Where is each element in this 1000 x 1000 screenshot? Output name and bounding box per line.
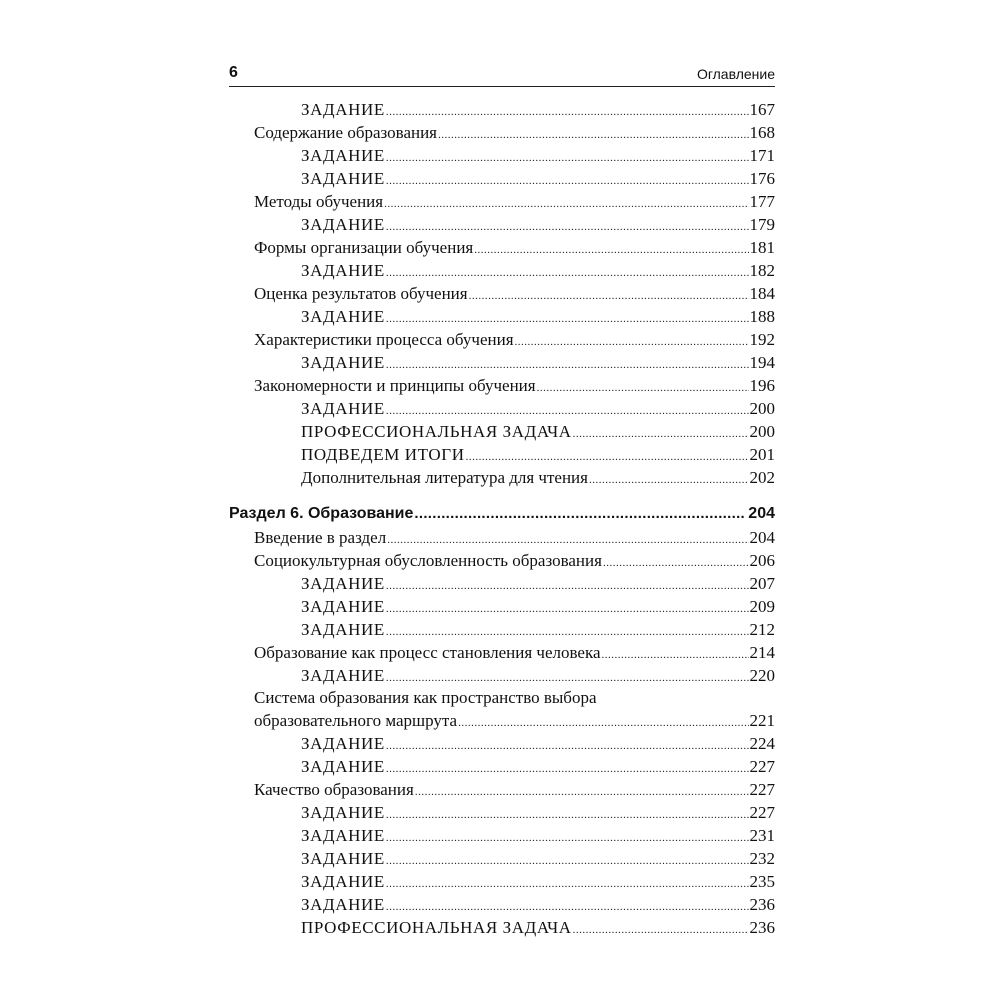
toc-page-number: 177 (749, 192, 775, 211)
toc-entry (229, 236, 775, 259)
toc-entry (229, 259, 775, 282)
toc-entry-title: Система образования как пространство выбора (254, 688, 597, 707)
toc-entry-title: ЗАДАНИЕ (301, 803, 385, 822)
toc-page-number: 167 (749, 100, 775, 119)
toc-entry-title: ЗАДАНИЕ (301, 399, 385, 418)
dot-leader (458, 712, 748, 735)
toc-page-number: 204 (749, 528, 775, 547)
toc-entry-title: Введение в раздел (254, 528, 387, 547)
toc-entry-title: ПРОФЕССИОНАЛЬНАЯ ЗАДАЧА (301, 422, 572, 441)
toc-entry-title: ЗАДАНИЕ (301, 574, 385, 593)
toc-page-number: 227 (749, 803, 775, 822)
toc-page-number: 184 (749, 284, 775, 303)
toc-page-number: 224 (749, 734, 775, 753)
toc-entry-title: Дополнительная литература для чтения (301, 468, 588, 487)
toc-entry (229, 664, 775, 687)
toc-entry-title: ЗАДАНИЕ (301, 734, 385, 753)
toc-entry (229, 687, 775, 709)
toc-entry-title: Формы организации обучения (254, 238, 474, 257)
toc-page-number: 171 (749, 146, 775, 165)
dot-leader (573, 919, 749, 942)
toc-page-number: 188 (749, 307, 775, 326)
dot-leader (386, 101, 749, 124)
toc-entry-continuation (229, 709, 775, 732)
toc-entry (229, 847, 775, 870)
toc-entry (229, 305, 775, 328)
table-of-contents (229, 98, 775, 939)
toc-entry-title: Характеристики процесса обучения (254, 330, 514, 349)
toc-entry-title: ЗАДАНИЕ (301, 261, 385, 280)
dot-leader (469, 285, 749, 308)
toc-entry-title: ЗАДАНИЕ (301, 666, 385, 685)
running-header (229, 62, 775, 87)
toc-section-heading (229, 501, 775, 526)
toc-entry (229, 466, 775, 489)
toc-entry (229, 572, 775, 595)
toc-entry (229, 374, 775, 397)
toc-entry-title: Закономерности и принципы обучения (254, 376, 536, 395)
toc-entry (229, 526, 775, 549)
toc-entry (229, 618, 775, 641)
dot-leader (386, 147, 749, 170)
toc-entry-title: Раздел 6. Образование (229, 505, 414, 522)
dot-leader (386, 170, 749, 193)
toc-entry (229, 328, 775, 351)
toc-page-number: 176 (749, 169, 775, 188)
dot-leader (386, 735, 749, 758)
dot-leader (386, 598, 749, 621)
toc-entry (229, 755, 775, 778)
toc-entry (229, 121, 775, 144)
toc-page-number: 194 (749, 353, 775, 372)
book-page (229, 0, 775, 1000)
toc-entry-title: ЗАДАНИЕ (301, 620, 385, 639)
dot-leader (386, 575, 749, 598)
toc-entry-title: ЗАДАНИЕ (301, 849, 385, 868)
dot-leader (474, 239, 748, 262)
toc-entry-title: Качество образования (254, 780, 414, 799)
toc-page-number: 231 (749, 826, 775, 845)
toc-entry-title: ЗАДАНИЕ (301, 353, 385, 372)
toc-entry (229, 641, 775, 664)
toc-entry (229, 870, 775, 893)
toc-entry-title: ЗАДАНИЕ (301, 307, 385, 326)
toc-page-number: 221 (749, 711, 775, 730)
toc-entry-title: ЗАДАНИЕ (301, 872, 385, 891)
toc-page-number: 232 (749, 849, 775, 868)
toc-page-number: 168 (749, 123, 775, 142)
toc-entry (229, 144, 775, 167)
toc-page-number: 227 (749, 780, 775, 799)
dot-leader (589, 469, 749, 492)
toc-entry (229, 443, 775, 466)
toc-entry-title: ЗАДАНИЕ (301, 100, 385, 119)
toc-entry-title: ЗАДАНИЕ (301, 895, 385, 914)
toc-entry (229, 282, 775, 305)
dot-leader (537, 377, 749, 400)
toc-entry-title: ПОДВЕДЕМ ИТОГИ (301, 445, 465, 464)
toc-entry-title: Содержание образования (254, 123, 437, 142)
toc-entry-title: ЗАДАНИЕ (301, 215, 385, 234)
toc-page-number: 200 (749, 399, 775, 418)
toc-page-number: 204 (748, 505, 775, 522)
toc-page-number: 236 (749, 895, 775, 914)
toc-entry (229, 893, 775, 916)
dot-leader (386, 758, 749, 781)
toc-entry (229, 351, 775, 374)
dot-leader (515, 331, 749, 354)
toc-entry (229, 190, 775, 213)
toc-page-number: 235 (749, 872, 775, 891)
toc-entry (229, 801, 775, 824)
dot-leader (386, 827, 749, 850)
toc-entry-title: ЗАДАНИЕ (301, 146, 385, 165)
dot-leader (386, 804, 749, 827)
toc-entry-title: Образование как процесс становления человека (254, 643, 601, 662)
toc-entry-title: ЗАДАНИЕ (301, 757, 385, 776)
dot-leader (603, 552, 749, 575)
dot-leader (386, 873, 749, 896)
toc-page-number: 196 (749, 376, 775, 395)
toc-page-number: 192 (749, 330, 775, 349)
toc-entry (229, 595, 775, 618)
dot-leader (386, 850, 749, 873)
toc-page-number: 214 (749, 643, 775, 662)
dot-leader (415, 781, 749, 804)
toc-page-number: 200 (749, 422, 775, 441)
toc-page-number: 227 (749, 757, 775, 776)
toc-entry-title: Методы обучения (254, 192, 384, 211)
toc-entry (229, 916, 775, 939)
dot-leader (414, 501, 745, 526)
toc-entry (229, 549, 775, 572)
toc-page-number: 202 (749, 468, 775, 487)
toc-entry (229, 778, 775, 801)
running-title: Оглавление (696, 66, 775, 82)
toc-page-number: 236 (749, 918, 775, 937)
toc-entry-title: ЗАДАНИЕ (301, 826, 385, 845)
toc-entry-title: ЗАДАНИЕ (301, 169, 385, 188)
dot-leader (573, 423, 749, 446)
toc-entry-title: образовательного маршрута (254, 711, 458, 730)
toc-page-number: 212 (749, 620, 775, 639)
toc-page-number: 201 (749, 445, 775, 464)
toc-entry (229, 98, 775, 121)
toc-entry-title: Оценка результатов обучения (254, 284, 468, 303)
dot-leader (438, 124, 749, 147)
toc-page-number: 181 (749, 238, 775, 257)
toc-entry (229, 397, 775, 420)
toc-page-number: 182 (749, 261, 775, 280)
dot-leader (384, 193, 748, 216)
toc-entry (229, 213, 775, 236)
toc-page-number: 220 (749, 666, 775, 685)
toc-page-number: 206 (749, 551, 775, 570)
toc-entry (229, 732, 775, 755)
toc-entry (229, 824, 775, 847)
toc-entry (229, 420, 775, 443)
toc-page-number: 207 (749, 574, 775, 593)
toc-page-number: 179 (749, 215, 775, 234)
toc-entry-title: ЗАДАНИЕ (301, 597, 385, 616)
toc-entry (229, 167, 775, 190)
page-number: 6 (229, 64, 238, 81)
toc-entry-title: Социокультурная обусловленность образования (254, 551, 602, 570)
toc-page-number: 209 (749, 597, 775, 616)
dot-leader (602, 644, 749, 667)
toc-entry-title: ПРОФЕССИОНАЛЬНАЯ ЗАДАЧА (301, 918, 572, 937)
